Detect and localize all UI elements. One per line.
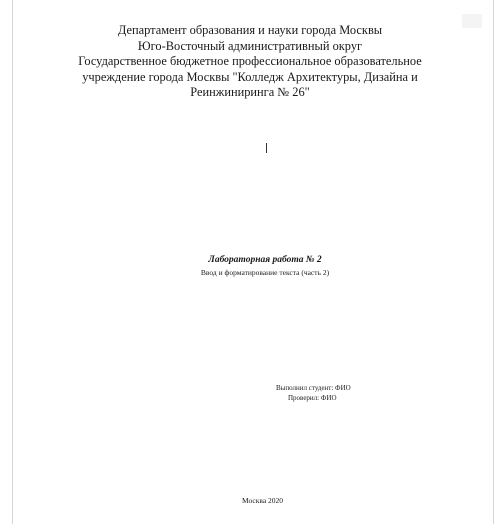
student-line: Выполнил студент: ФИО [276, 384, 351, 392]
document-subtitle: Ввод и форматирование текста (часть 2) [200, 268, 330, 277]
header-line-1: Департамент образования и науки города Москвы [117, 23, 383, 37]
header-line-5: Реинжиниринга № 26" [190, 85, 310, 99]
header-line-4: учреждение города Москвы "Колледж Архитектуры, Дизайна и [82, 69, 418, 84]
title-block [150, 254, 380, 278]
text-cursor[interactable] [266, 143, 267, 153]
institution-header [60, 23, 440, 101]
document-title: Лабораторная работа № 2 [208, 255, 322, 265]
page-edge-left [12, 0, 13, 524]
header-line-3: Государственное бюджетное профессиональное образовательное [78, 54, 422, 68]
page-edge-right [493, 0, 494, 524]
city-year-footer: Москва 2020 [242, 496, 284, 505]
checker-line: Проверил: ФИО [288, 393, 337, 402]
signature-block [276, 384, 351, 403]
corner-mark [462, 14, 482, 28]
header-line-2: Юго-Восточный административный округ [137, 38, 363, 53]
